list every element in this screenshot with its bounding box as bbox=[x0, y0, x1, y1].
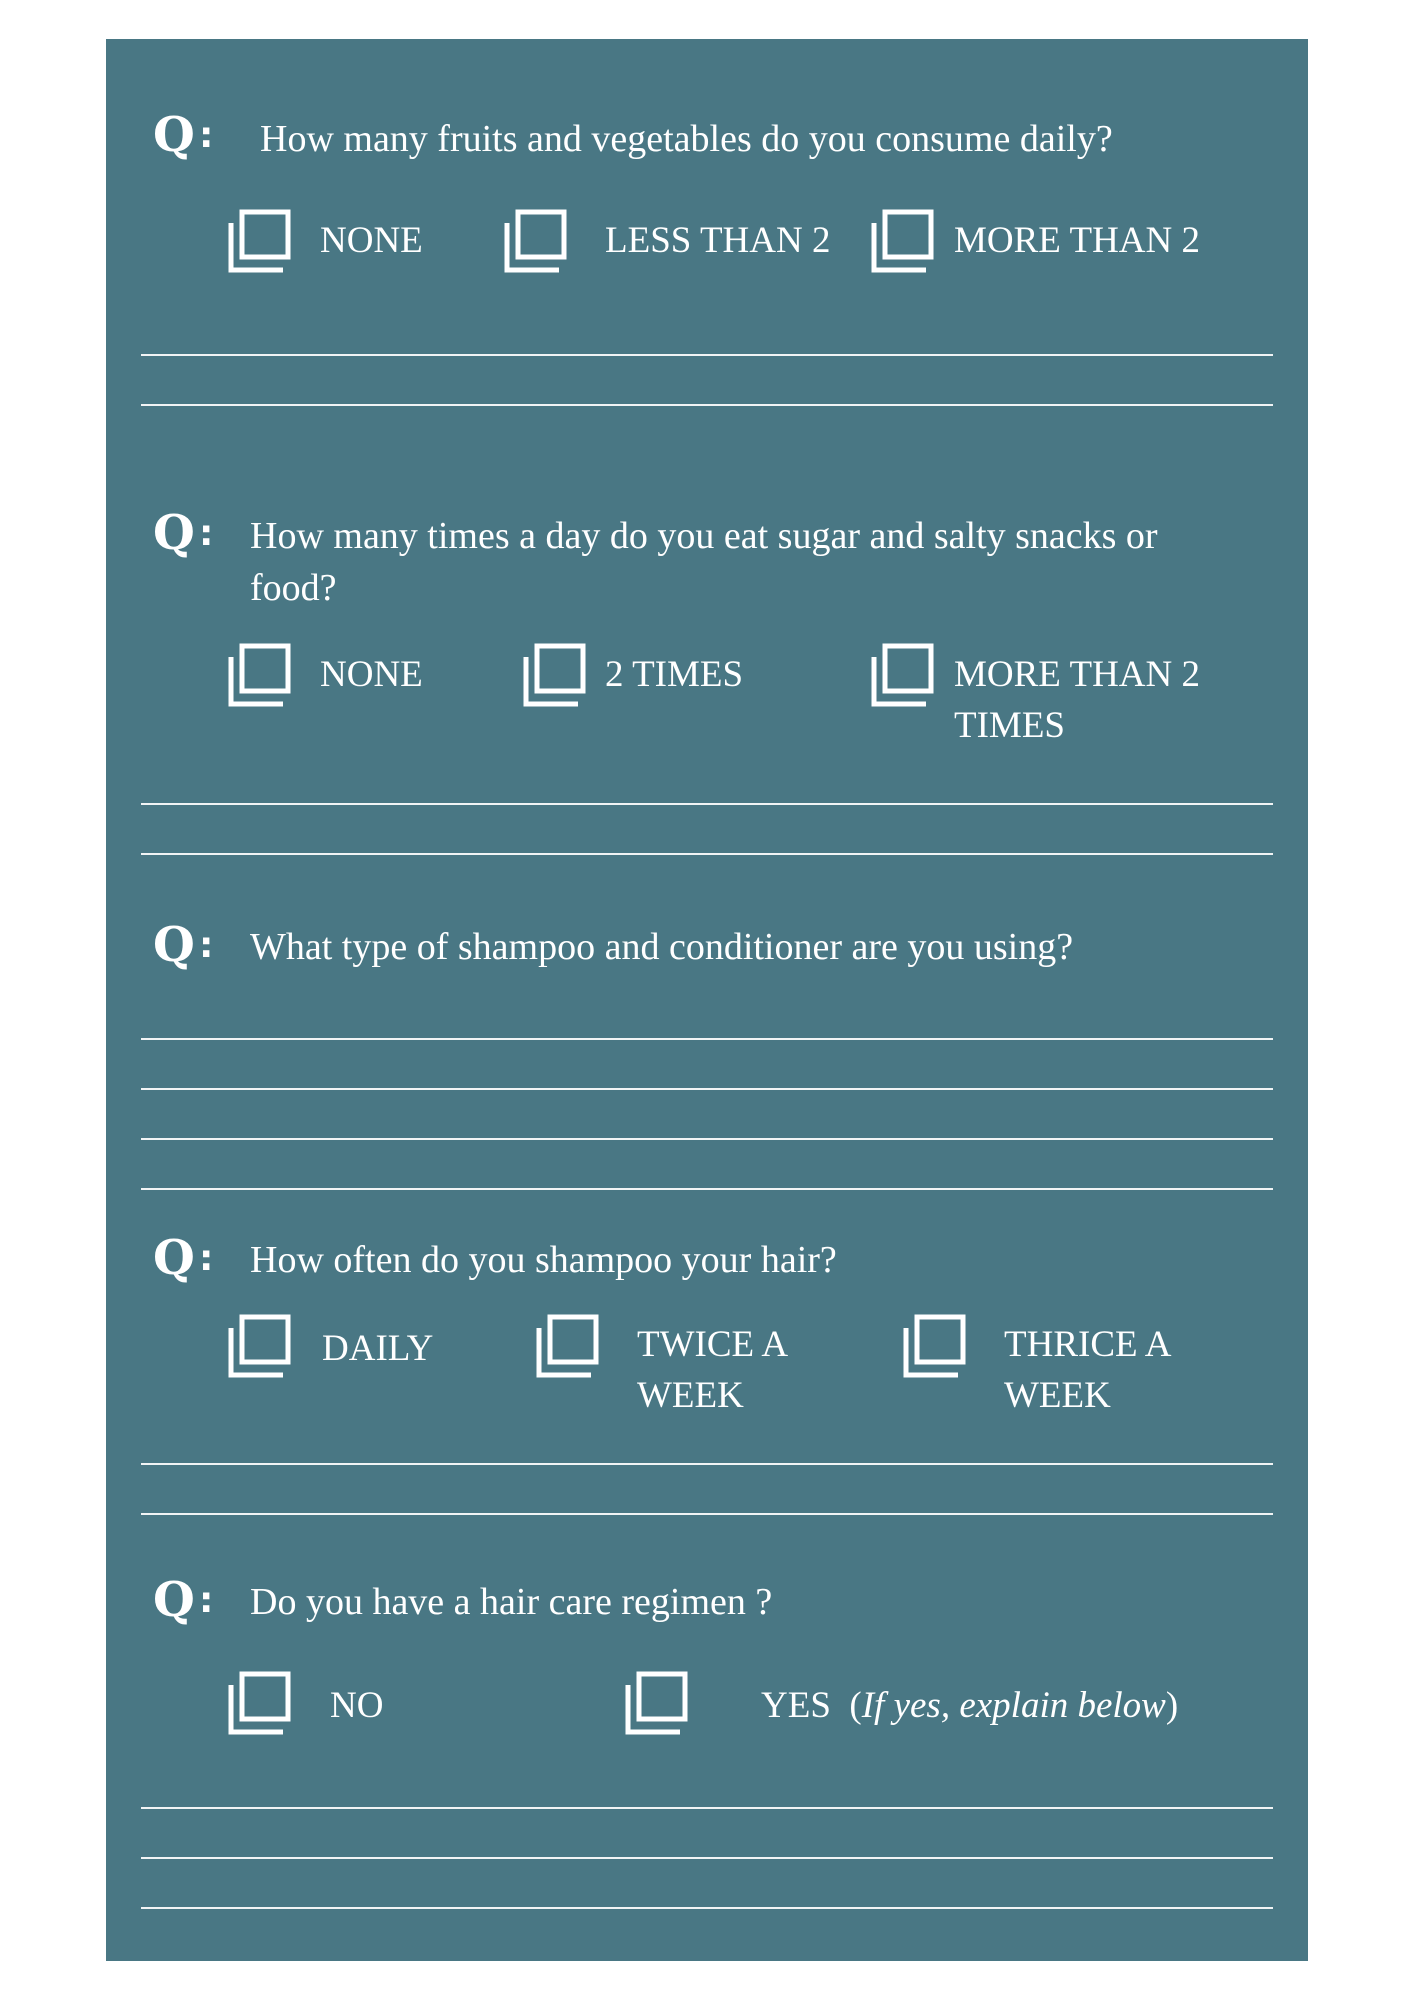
checkbox-twice-a-week[interactable] bbox=[534, 1314, 600, 1380]
q-colon: : bbox=[199, 925, 214, 966]
option-label: MORE THAN 2 bbox=[954, 220, 1200, 261]
q-mark: Q bbox=[153, 917, 195, 973]
answer-line[interactable] bbox=[141, 1857, 1273, 1859]
checkbox-more-than-2[interactable] bbox=[869, 209, 935, 275]
q-mark: Q bbox=[153, 1230, 195, 1286]
answer-line[interactable] bbox=[141, 1188, 1273, 1190]
option-label: 2 TIMES bbox=[605, 654, 744, 695]
checkbox-no[interactable] bbox=[226, 1671, 292, 1737]
option-label-cont: TIMES bbox=[954, 705, 1065, 746]
option-label: TWICE A bbox=[637, 1324, 789, 1365]
checkbox-2-times[interactable] bbox=[521, 643, 587, 709]
q-colon: : bbox=[199, 513, 214, 554]
option-label-cont: WEEK bbox=[1004, 1375, 1111, 1416]
question-text: Do you have a hair care regimen ? bbox=[250, 1581, 773, 1623]
q-colon: : bbox=[199, 1580, 214, 1621]
option-label-yes bbox=[761, 1680, 1178, 1732]
answer-line[interactable] bbox=[141, 1907, 1273, 1909]
option-label: YES bbox=[761, 1685, 831, 1726]
answer-line[interactable] bbox=[141, 1513, 1273, 1515]
q-mark: Q bbox=[153, 1572, 195, 1628]
q-colon: : bbox=[199, 1238, 214, 1279]
option-label: DAILY bbox=[322, 1328, 434, 1369]
q-mark: Q bbox=[153, 107, 195, 163]
option-label: NO bbox=[330, 1685, 384, 1726]
option-label: NONE bbox=[320, 220, 423, 261]
q-colon: : bbox=[199, 115, 214, 156]
checkbox-none[interactable] bbox=[226, 209, 292, 275]
answer-line[interactable] bbox=[141, 1138, 1273, 1140]
checkbox-daily[interactable] bbox=[226, 1314, 292, 1380]
question-text: What type of shampoo and conditioner are you using? bbox=[250, 926, 1074, 968]
checkbox-more-than-2-times[interactable] bbox=[869, 643, 935, 709]
question-text-cont: food? bbox=[250, 567, 337, 609]
option-label: NONE bbox=[320, 654, 423, 695]
checkbox-less-than-2[interactable] bbox=[502, 209, 568, 275]
answer-line[interactable] bbox=[141, 1038, 1273, 1040]
answer-line[interactable] bbox=[141, 1807, 1273, 1809]
answer-line[interactable] bbox=[141, 404, 1273, 406]
questionnaire-panel bbox=[106, 39, 1308, 1961]
question-text: How often do you shampoo your hair? bbox=[250, 1239, 837, 1281]
q-mark: Q bbox=[153, 505, 195, 561]
answer-line[interactable] bbox=[141, 803, 1273, 805]
checkbox-none[interactable] bbox=[226, 643, 292, 709]
answer-line[interactable] bbox=[141, 853, 1273, 855]
yes-note: If yes, explain below bbox=[861, 1685, 1166, 1726]
answer-line[interactable] bbox=[141, 354, 1273, 356]
checkbox-thrice-a-week[interactable] bbox=[901, 1314, 967, 1380]
answer-line[interactable] bbox=[141, 1463, 1273, 1465]
option-label: LESS THAN 2 bbox=[605, 220, 831, 261]
option-label-cont: WEEK bbox=[637, 1375, 744, 1416]
note-paren-close: ) bbox=[1165, 1685, 1179, 1726]
question-text: How many fruits and vegetables do you consume daily? bbox=[260, 118, 1113, 160]
question-text: How many times a day do you eat sugar and salty snacks or bbox=[250, 515, 1158, 557]
answer-line[interactable] bbox=[141, 1088, 1273, 1090]
option-label: THRICE A bbox=[1004, 1324, 1172, 1365]
option-label: MORE THAN 2 bbox=[954, 654, 1200, 695]
checkbox-yes[interactable] bbox=[623, 1671, 689, 1737]
note-paren-open: ( bbox=[849, 1685, 862, 1726]
